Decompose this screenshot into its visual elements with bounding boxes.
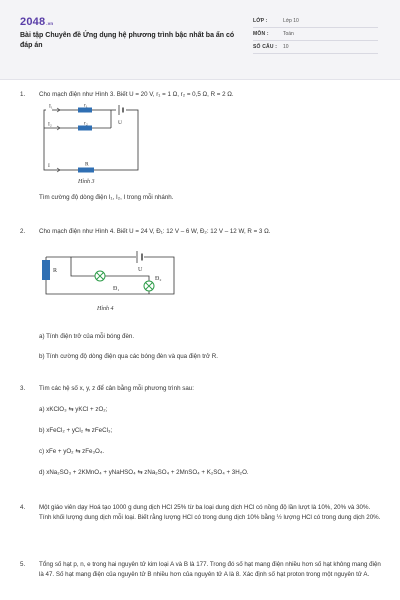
question-number: 5.	[20, 561, 26, 568]
meta-value: Toán	[283, 31, 294, 37]
question-number: 2.	[20, 228, 26, 235]
question-text: Cho mạch điện như Hình 3. Biết U = 20 V, r₁ = 1 Ω, r₂ = 0,5 Ω, R = 2 Ω.	[39, 91, 234, 98]
label-u: U	[118, 120, 122, 126]
meta-key: LỚP :	[253, 18, 268, 24]
question-text: Tổng số hạt p, n, e trong hai nguyên tử kim loại A và B là 177. Trong đó số hạt mang điện nhiều hơn số hạt không mang điện là 47. Số hạt mang điện của nguyên tử B nhiều hơn của nguyên tử A là 8. Xác định số hạt proton trong một nguyên tử A.	[39, 561, 381, 578]
label-d1: Đ₁	[113, 286, 120, 292]
circuit-outer-wire	[44, 110, 138, 170]
question-number: 4.	[20, 504, 26, 511]
meta-value: Lớp 10	[283, 18, 299, 24]
question-3-part-b: b) xFeCl₂ + yCl₂ ⇆ zFeCl₃;	[39, 427, 113, 434]
meta-key: SỐ CÂU :	[253, 44, 278, 50]
brand-name: 2048	[20, 16, 46, 28]
question-text: Cho mạch điện như Hình 4. Biết U = 24 V, Đ₁: 12 V – 6 W, Đ₂: 12 V – 12 W, R = 3 Ω.	[39, 228, 271, 235]
label-u: U	[138, 267, 143, 273]
question-prompt: Tìm cường độ dòng điện I₁, I₂, I trong mỗi nhánh.	[39, 194, 174, 201]
question-3-part-d: d) xNa₂SO₃ + 2KMnO₄ + yNaHSO₄ ⇆ zNa₂SO₄ + 2MnSO₄ + K₂SO₄ + 3H₂O.	[39, 469, 249, 476]
question-number: 1.	[20, 91, 26, 98]
question-text: Một giáo viên dạy Hoá tạo 1000 g dung dịch HCl 25% từ ba loại dung dịch HCl có nồng độ lần lượt là 10%, 20% và 30%. Tính khối lượng dung dịch mỗi loại. Biết rằng lượng HCl có trong dung dịch 10% bằng ½ lượng HCl có trong dung dịch 20%.	[39, 504, 381, 521]
label-r1: r₁	[84, 104, 88, 109]
figure-caption: Hình 4	[97, 306, 114, 312]
meta-value: 10	[283, 44, 289, 50]
lamp-d2-icon	[144, 281, 154, 291]
label-r: R	[53, 268, 58, 274]
circuit-figure-3	[38, 104, 148, 186]
brand-logo[interactable]	[20, 16, 53, 28]
question-number: 3.	[20, 385, 26, 392]
lamp-d1-icon	[95, 271, 105, 281]
resistor-r	[42, 260, 50, 280]
question-text: Tìm các hệ số x, y, z để cân bằng mỗi phương trình sau:	[39, 385, 194, 392]
question-2-part-b: b) Tính cường độ dòng điện qua các bóng đèn và qua điện trở R.	[39, 353, 218, 360]
label-r2: r₂	[84, 120, 88, 127]
question-3-part-a: a) xKClO₃ ⇆ yKCl + zO₂;	[39, 406, 108, 413]
meta-row-subject	[253, 28, 378, 41]
meta-table	[253, 15, 378, 54]
label-d2: Đ₂	[155, 276, 162, 282]
label-i2: I₂	[48, 121, 52, 128]
meta-row-grade	[253, 15, 378, 28]
meta-row-count	[253, 41, 378, 54]
document-title: Bài tập Chuyên đề Ứng dụng hệ phương trình bậc nhất ba ẩn có đáp án	[20, 32, 235, 49]
label-i1: I₁	[49, 104, 53, 110]
circuit-figure-4	[39, 248, 179, 318]
document-header	[0, 0, 400, 80]
resistor-r	[78, 168, 94, 173]
question-2-part-a: a) Tính điện trở của mỗi bóng đèn.	[39, 333, 135, 340]
meta-key: MÔN :	[253, 31, 269, 37]
figure-caption: Hình 3	[78, 179, 95, 185]
label-r: R	[85, 161, 89, 168]
label-i: I	[48, 163, 50, 169]
question-3-part-c: c) xFe + yO₂ ⇆ zFe₃O₄.	[39, 448, 105, 455]
brand-suffix: .vn	[46, 21, 54, 26]
